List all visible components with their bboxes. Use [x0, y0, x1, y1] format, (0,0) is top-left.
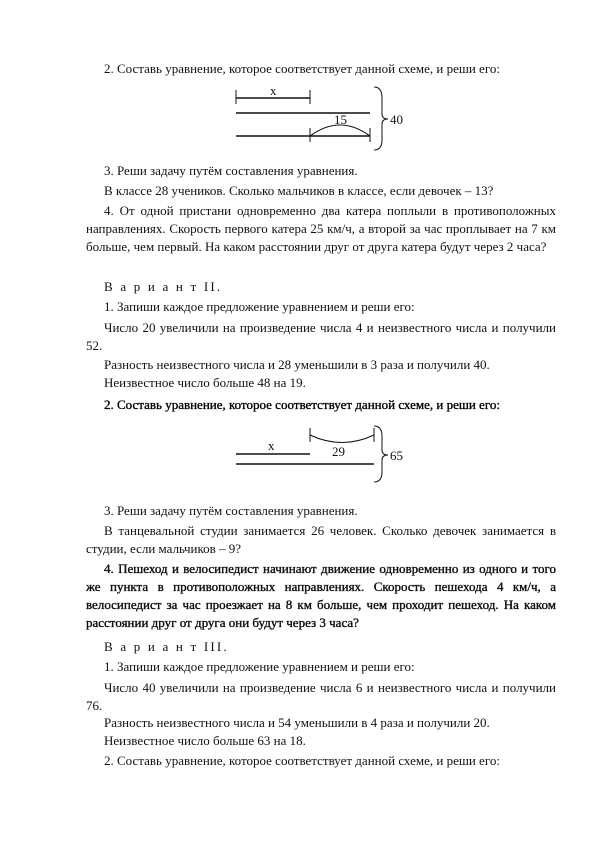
v1-total-label: 40 [390, 112, 403, 127]
v1-scheme-diagram [230, 84, 420, 154]
v2-task4: 4. Пешеход и велосипедист начинают движение одновременно из одного и того же пункта в противоположных направлениях. Скорость пешехода 4 км/ч, а велосипедист за час проезжает на 8 км больше, чем проходит пешеход. На каком расстоянии друг от друга они будут через 3 часа? [86, 561, 556, 630]
v2-title: В а р и а н т II. [104, 279, 223, 294]
v2-task2-heading: 2. Составь уравнение, которое соответствует данной схеме, и реши его: [104, 397, 500, 412]
v1-task2-heading: 2. Составь уравнение, которое соответствует данной схеме, и реши его: [104, 61, 500, 76]
v1-arc-label: 15 [334, 112, 347, 127]
v2-task1-line1: Число 20 увеличили на произведение числа 4 и неизвестного числа и получили 52. [86, 320, 556, 353]
v3-task1-heading: 1. Запиши каждое предложение уравнением и реши его: [104, 659, 415, 674]
v2-task3-text: В танцевальной студии занимается 26 человек. Сколько девочек занимается в студии, если мальчиков – 9? [86, 523, 556, 556]
v1-task4: 4. От одной пристани одновременно два катера поплыли в противоположных направлениях. Скорость первого катера 25 км/ч, а второй за час проплывает на 7 км больше, чем первый. На каком расстоянии друг от друга катера будут через 2 часа? [86, 203, 556, 254]
v2-total-label: 65 [390, 448, 403, 463]
v2-arc-label: 29 [332, 444, 345, 459]
v3-task1-line2: Разность неизвестного числа и 54 уменьшили в 4 раза и получили 20. [104, 715, 490, 730]
v3-title: В а р и а н т III. [104, 639, 229, 654]
v2-task1-heading: 1. Запиши каждое предложение уравнением и реши его: [104, 299, 415, 314]
v2-x-label: x [268, 438, 275, 453]
v3-task2-heading: 2. Составь уравнение, которое соответствует данной схеме, и реши его: [104, 753, 500, 768]
v1-task3-text: В классе 28 учеников. Сколько мальчиков в классе, если девочек – 13? [104, 183, 494, 198]
v2-task1-line2: Разность неизвестного числа и 28 уменьшили в 3 раза и получили 40. [104, 357, 490, 372]
v3-task1-line3: Неизвестное число больше 63 на 18. [104, 733, 306, 748]
v1-x-label: x [270, 83, 277, 98]
v2-task1-line3: Неизвестное число больше 48 на 19. [104, 375, 306, 390]
v2-scheme-diagram [230, 424, 420, 484]
v2-task3-heading: 3. Реши задачу путём составления уравнения. [104, 503, 358, 518]
v1-task3-heading: 3. Реши задачу путём составления уравнения. [104, 163, 358, 178]
v3-task1-line1: Число 40 увеличили на произведение числа 6 и неизвестного числа и получили 76. [86, 680, 556, 713]
